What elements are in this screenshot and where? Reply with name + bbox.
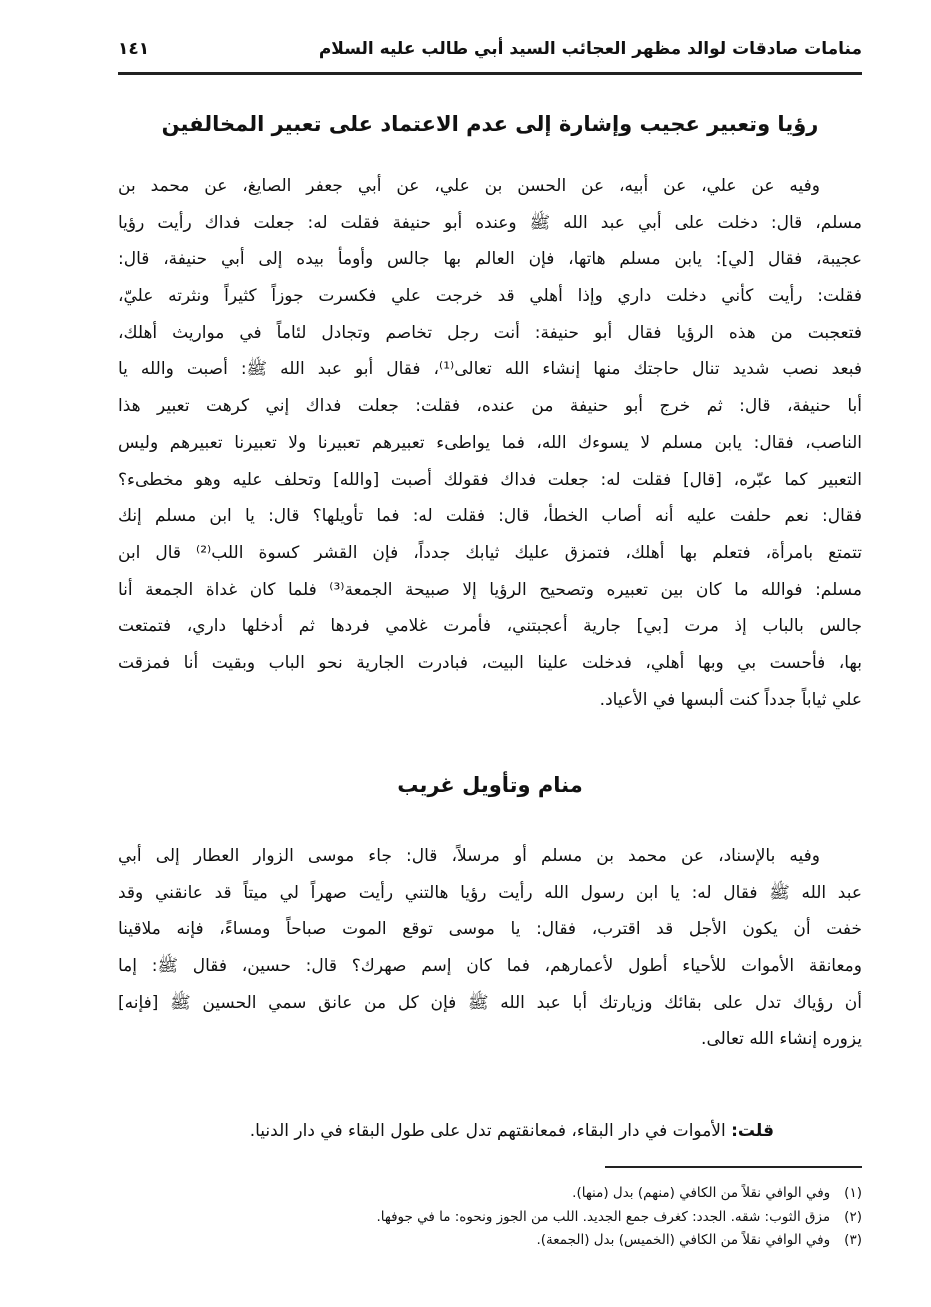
author-note-label: قلت:	[731, 1121, 774, 1141]
footnote-number: (١)	[844, 1185, 862, 1201]
section-heading-2: منام وتأويل غريب	[397, 773, 583, 797]
text-line: مسلم: فوالله ما كان بين تعبيره وتصحيح الرؤيا إلا صبيحة الجمعة⁽³⁾ فلما كان غداة الجمعة أنا	[118, 579, 863, 600]
author-note-text: الأموات في دار البقاء، فمعانقتهم تدل على طول البقاء في دار الدنيا.	[249, 1121, 726, 1141]
text-line: وفيه عن علي، عن أبيه، عن الحسن بن علي، عن أبي جعفر الصايغ، عن محمد بن	[118, 176, 820, 196]
text-line: خفت أن يكون الأجل قد اقترب، فقال: يا موسى توقع الموت صباحاً ومساءً، فإنه ملاقينا	[118, 919, 862, 940]
text-line: تتمتع بامرأة، فتعلم بها أهلك، فتمزق عليك ثيابك جدداً، فإن القشر كسوة اللب⁽²⁾ قال ابن	[118, 542, 862, 563]
page-number: ١٤١	[118, 39, 150, 59]
footnote-text: وفي الوافي نقلاً من الكافي (منهم) بدل (منها).	[572, 1185, 831, 1201]
text-line: مسلم، قال: دخلت على أبي عبد الله ﷺ وعنده أبو حنيفة فقلت له: جعلت فداك رأيت رؤيا	[118, 212, 862, 233]
running-head-title: منامات صادقات لوالد مظهر العجائب السيد أبي طالب عليه السلام	[318, 39, 862, 59]
author-note	[118, 1113, 862, 1149]
section-1-paragraph	[118, 168, 862, 718]
text-line: فقال: نعم حلفت عليه أنه أصاب الخطأ، قال: فقلت له: فما تأويلها؟ قال: يا ابن مسلم إنك	[118, 506, 862, 527]
footnote	[118, 1182, 862, 1206]
running-head	[118, 34, 862, 64]
footnote	[118, 1229, 862, 1253]
text-line: فقلت: رأيت كأني دخلت داري وإذا أهلي قد خرجت علي فكسرت جوزاً كثيراً ونثرته عليّ،	[118, 286, 862, 307]
footnote-number: (٣)	[844, 1232, 862, 1248]
text-line: التعبير كما عبّره، [قال] فقلت له: جعلت فداك فقولك أصبت [والله] وتحلف عليه وهو مخطىء؟	[118, 469, 862, 490]
text-line: أن رؤياك تدل على بقائك وزيارتك أبا عبد الله ﷺ فإن كل من عانق سمي الحسين ﷺ [فإنه]	[118, 992, 862, 1013]
footnote-number: (٢)	[844, 1208, 862, 1225]
text-line: فتعجبت من هذه الرؤيا فقال أبو حنيفة: أنت رجل تخاصم وتجادل لئاماً في مواريث أهلك،	[118, 322, 862, 343]
footnote-rule	[605, 1166, 862, 1168]
text-line: الناصب، فقال: يابن مسلم لا يسوءك الله، فما يواطىء تعبيرهم تعبيرنا ولا تعبيرنا تعبيرهم وليس	[118, 432, 862, 453]
text-line: بها، فأحست بي وبها أهلي، فدخلت علينا البيت، فبادرت الجارية نحو الباب وبقيت أنا فمزقت	[118, 652, 862, 673]
text-line: ومعانقة الأموات للأحياء أطول لأعمارهم، فما كان إسم صهرك؟ قال: حسين، فقال ﷺ: إما	[118, 956, 862, 977]
text-line: فبعد نصب شديد تنال حاجتك منها إنشاء الله تعالى⁽¹⁾، فقال أبو عبد الله ﷺ: أصبت والله يا	[118, 359, 862, 380]
text-line: أبا حنيفة، قال: ثم خرج أبو حنيفة من عنده، فقلت: جعلت فداك إني كرهت تعبير هذا	[118, 396, 862, 417]
footnotes	[118, 1182, 862, 1253]
footnote	[118, 1206, 862, 1230]
text-line: عجيبة، فقال [لي]: يابن مسلم هاتها، فإن العالم بها جالس وأومأ بيده إلى أبي حنيفة، قال:	[118, 249, 862, 270]
text-line: جالس بالباب إذ مرت [بي] جارية أعجبتني، فأمرت غلامي فردها ثم أدخلها داري، فتمتعت	[118, 616, 862, 637]
text-line: عبد الله ﷺ فقال له: يا ابن رسول الله رأيت رؤيا هالتني رأيت صهراً لي ميتاً قد عانقني وقد	[118, 882, 862, 903]
text-line: يزوره إنشاء الله تعالى.	[701, 1029, 862, 1050]
header-rule	[118, 72, 862, 75]
footnote-text: وفي الوافي نقلاً من الكافي (الخميس) بدل (الجمعة).	[536, 1232, 831, 1248]
section-heading-1: رؤيا وتعبير عجيب وإشارة إلى عدم الاعتماد على تعبير المخالفين	[161, 112, 819, 136]
footnote-text: مزق الثوب: شقه. الجدد: كغرف جمع الجديد. اللب من الجوز ونحوه: ما في جوفها.	[376, 1208, 831, 1225]
text-line: علي ثياباً جدداً كنت ألبسها في الأعياد.	[599, 689, 862, 710]
section-2-paragraph	[118, 838, 862, 1058]
text-line: وفيه بالإسناد، عن محمد بن مسلم أو مرسلاً، قال: جاء موسى الزوار العطار إلى أبي	[118, 846, 820, 866]
